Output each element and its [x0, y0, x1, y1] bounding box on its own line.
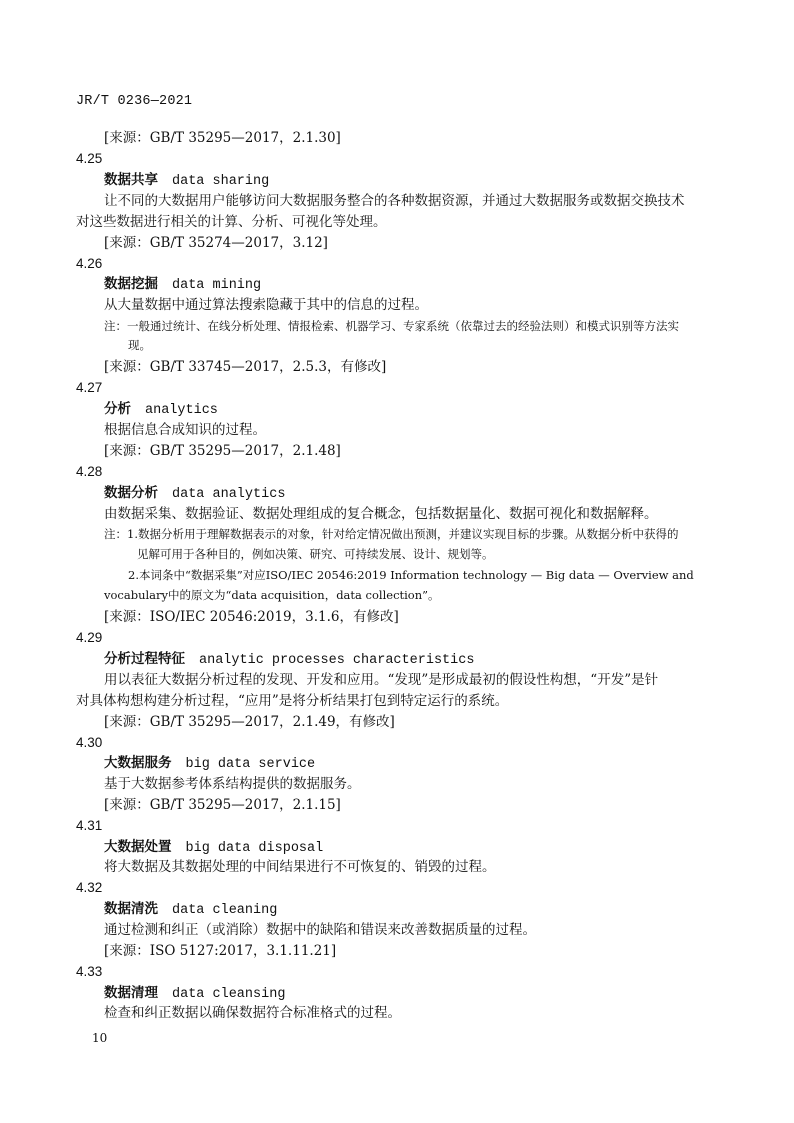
entry-number: 4.32 [76, 880, 103, 895]
term-zh: 数据分析 [104, 485, 158, 501]
source-line: [来源：ISO/IEC 20546:2019，3.1.6，有修改] [104, 609, 399, 625]
term-en: data analytics [172, 487, 286, 502]
entry-number: 4.27 [76, 380, 103, 395]
term-en: data cleansing [172, 987, 286, 1002]
term-title [104, 899, 277, 921]
definition-line: 根据信息合成知识的过程。 [104, 422, 266, 438]
term-zh: 大数据处置 [104, 839, 172, 855]
definition-line: 通过检测和纠正（或消除）数据中的缺陷和错误来改善数据质量的过程。 [104, 922, 536, 938]
source-line: [来源：ISO 5127:2017，3.1.11.21] [104, 943, 337, 959]
note-line: 2.本词条中“数据采集”对应ISO/IEC 20546:2019 Information technology — Big data — Overview and [128, 568, 694, 582]
definition-line: 将大数据及其数据处理的中间结果进行不可恢复的、销毁的过程。 [104, 859, 496, 875]
term-zh: 分析过程特征 [104, 651, 185, 667]
entry-number: 4.33 [76, 964, 103, 979]
term-zh: 数据清洗 [104, 901, 158, 917]
definition-line: 让不同的大数据用户能够访问大数据服务整合的各种数据资源，并通过大数据服务或数据交换技术 [104, 193, 685, 209]
entry-number: 4.31 [76, 818, 103, 833]
standard-code-header: JR/T 0236—2021 [76, 94, 193, 109]
entry-number: 4.28 [76, 464, 103, 479]
term-zh: 分析 [104, 401, 131, 417]
term-zh: 数据清理 [104, 985, 158, 1001]
definition-line: 基于大数据参考体系结构提供的数据服务。 [104, 776, 361, 792]
source-line: [来源：GB/T 35295—2017，2.1.30] [104, 130, 341, 146]
term-title [104, 399, 218, 421]
term-title [104, 483, 285, 505]
definition-line: 用以表征大数据分析过程的发现、开发和应用。“发现”是形成最初的假设性构想，“开发”是针 [104, 672, 659, 688]
term-title [104, 837, 323, 859]
entry-number: 4.29 [76, 630, 103, 645]
source-line: [来源：GB/T 35295—2017，2.1.49，有修改] [104, 714, 395, 730]
term-en: big data disposal [185, 841, 324, 856]
term-zh: 数据共享 [104, 172, 158, 188]
term-en: data cleaning [172, 903, 278, 918]
entry-number: 4.30 [76, 735, 103, 750]
entry-number: 4.25 [76, 151, 103, 166]
note-line: 现。 [128, 338, 151, 352]
definition-line: 对这些数据进行相关的计算、分析、可视化等处理。 [76, 214, 387, 230]
term-title [104, 983, 285, 1005]
term-en: analytics [145, 403, 218, 418]
term-en: big data service [185, 757, 316, 772]
term-title [104, 274, 261, 296]
note-line: 注：一般通过统计、在线分析处理、情报检索、机器学习、专家系统（依靠过去的经验法则）和模式识别等方法实 [104, 319, 679, 333]
page-number: 10 [92, 1031, 108, 1045]
entry-number: 4.26 [76, 256, 103, 271]
note-line: 见解可用于各种目的，例如决策、研究、可持续发展、设计、规划等。 [137, 547, 494, 561]
term-en: analytic processes characteristics [199, 653, 475, 668]
definition-line: 从大量数据中通过算法搜索隐藏于其中的信息的过程。 [104, 297, 428, 313]
term-title [104, 753, 315, 775]
note-line: vocabulary中的原文为“data acquisition，data collection”。 [104, 588, 440, 602]
term-en: data sharing [172, 174, 270, 189]
definition-line: 由数据采集、数据验证、数据处理组成的复合概念，包括数据量化、数据可视化和数据解释。 [104, 506, 658, 522]
note-line: 注：1.数据分析用于理解数据表示的对象，针对给定情况做出预测，并建议实现目标的步骤。从数据分析中获得的 [104, 527, 679, 541]
source-line: [来源：GB/T 35295—2017，2.1.48] [104, 443, 341, 459]
term-title [104, 170, 269, 192]
term-zh: 大数据服务 [104, 755, 172, 771]
source-line: [来源：GB/T 35295—2017，2.1.15] [104, 797, 341, 813]
source-line: [来源：GB/T 33745—2017，2.5.3，有修改] [104, 359, 387, 375]
term-title [104, 649, 474, 671]
term-en: data mining [172, 278, 262, 293]
definition-line: 对具体构想构建分析过程，“应用”是将分析结果打包到特定运行的系统。 [76, 693, 509, 709]
source-line: [来源：GB/T 35274—2017，3.12] [104, 235, 328, 251]
term-zh: 数据挖掘 [104, 276, 158, 292]
definition-line: 检查和纠正数据以确保数据符合标准格式的过程。 [104, 1005, 401, 1021]
